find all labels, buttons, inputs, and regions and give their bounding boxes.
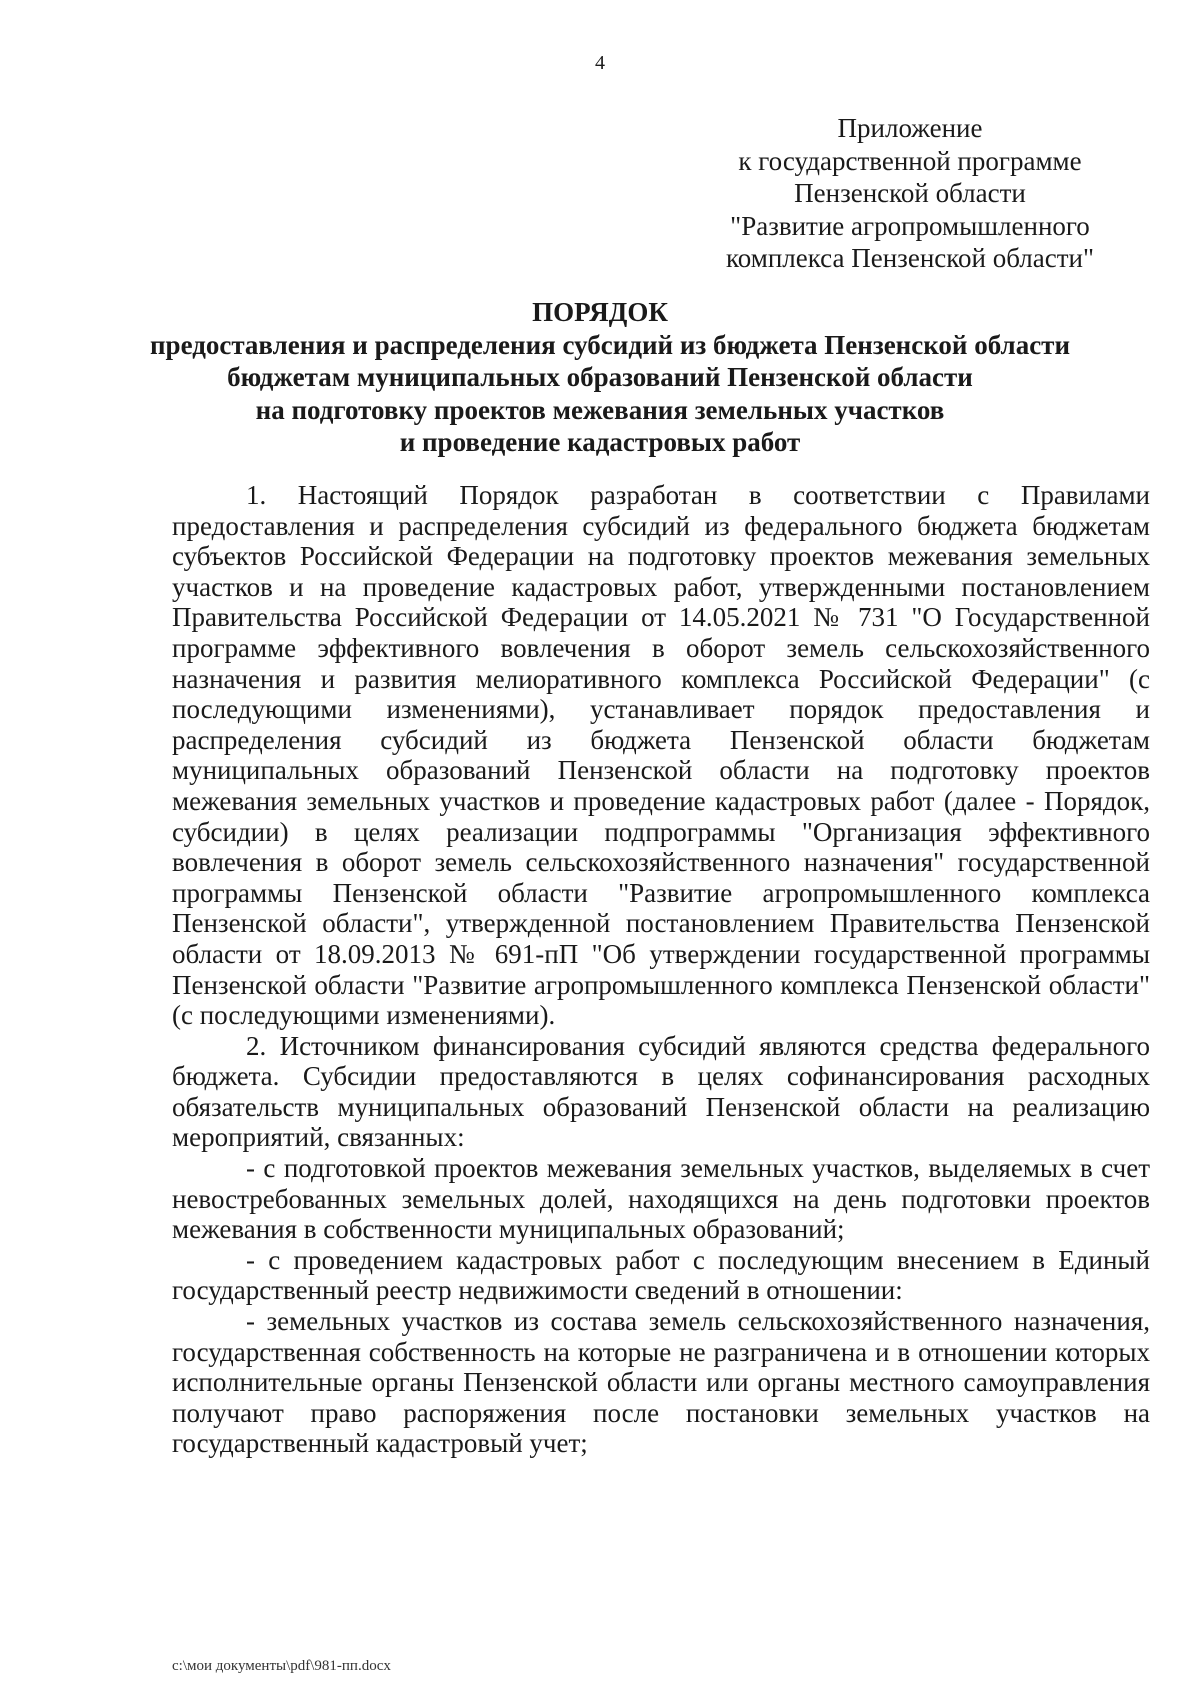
paragraph-list-item: - с проведением кадастровых работ с последующим внесением в Единый государственный реестр недвижимости сведений в отношении: — [172, 1244, 1150, 1306]
paragraph-list-item: - земельных участков из состава земель сельскохозяйственного назначения, государственная собственность на которые не разграничена и в отношении которых исполнительные органы Пензенской области или органы местного самоуправления получают право распоряжения после постановки земельных участков на государственный кадастровый учет; — [172, 1306, 1150, 1459]
document-title — [150, 296, 1071, 459]
document-body — [172, 480, 1150, 1459]
paragraph-list-item: - с подготовкой проектов межевания земельных участков, выделяемых в счет невостребованных земельных долей, находящихся на день подготовки проектов межевания в собственности муниципальных образований; — [172, 1153, 1150, 1245]
appendix-line: комплекса Пензенской области" — [726, 243, 1094, 273]
appendix-line: "Развитие агропромышленного — [730, 210, 1090, 241]
title-line: предоставления и распределения субсидий из бюджета Пензенской области — [150, 329, 1071, 360]
title-line: и проведение кадастровых работ — [399, 427, 801, 457]
appendix-line: Приложение — [837, 113, 983, 143]
footer-file-path: c:\мои документы\pdf\981-пп.docx — [172, 1658, 391, 1674]
paragraph-2: 2. Источником финансирования субсидий являются средства федерального бюджета. Субсидии предоставляются в целях софинансирования расходных обязательств муниципальных образований Пензенской области на реализацию мероприятий, связанных: — [172, 1030, 1150, 1153]
title-line: бюджетам муниципальных образований Пензенской области — [227, 362, 973, 392]
title-line: на подготовку проектов межевания земельных участков — [255, 394, 945, 425]
page-number: 4 — [595, 52, 605, 74]
appendix-line: к государственной программе — [738, 145, 1082, 176]
paragraph-1: 1. Настоящий Порядок разработан в соответствии с Правилами предоставления и распределения субсидий из федерального бюджета бюджетам субъектов Российской Федерации на подготовку проектов межевания земельных участков и на проведение кадастровых работ, утвержденными постановлением Правительства Российской Федерации от 14.05.2021 № 731 "О Государственной программе эффективного вовлечения в оборот земель сельскохозяйственного назначения и развития мелиоративного комплекса Российской Федерации" (с последующими изменениями), устанавливает порядок предоставления и распределения субсидий из бюджета Пензенской области бюджетам муниципальных образований Пензенской области на подготовку проектов межевания земельных участков и проведение кадастровых работ (далее - Порядок, субсидии) в целях реализации подпрограммы "Организация эффективного вовлечения в оборот земель сельскохозяйственного назначения" государственной программы Пензенской области "Развитие агропромышленного комплекса Пензенской области", утвержденной постановлением Правительства Пензенской области от 18.09.2013 № 691-пП "Об утверждении государственной программы Пензенской области "Развитие агропромышленного комплекса Пензенской области" (с последующими изменениями). — [172, 480, 1150, 1031]
title-heading: ПОРЯДОК — [532, 297, 668, 327]
appendix-block — [690, 112, 1130, 275]
appendix-line: Пензенской области — [794, 178, 1026, 208]
